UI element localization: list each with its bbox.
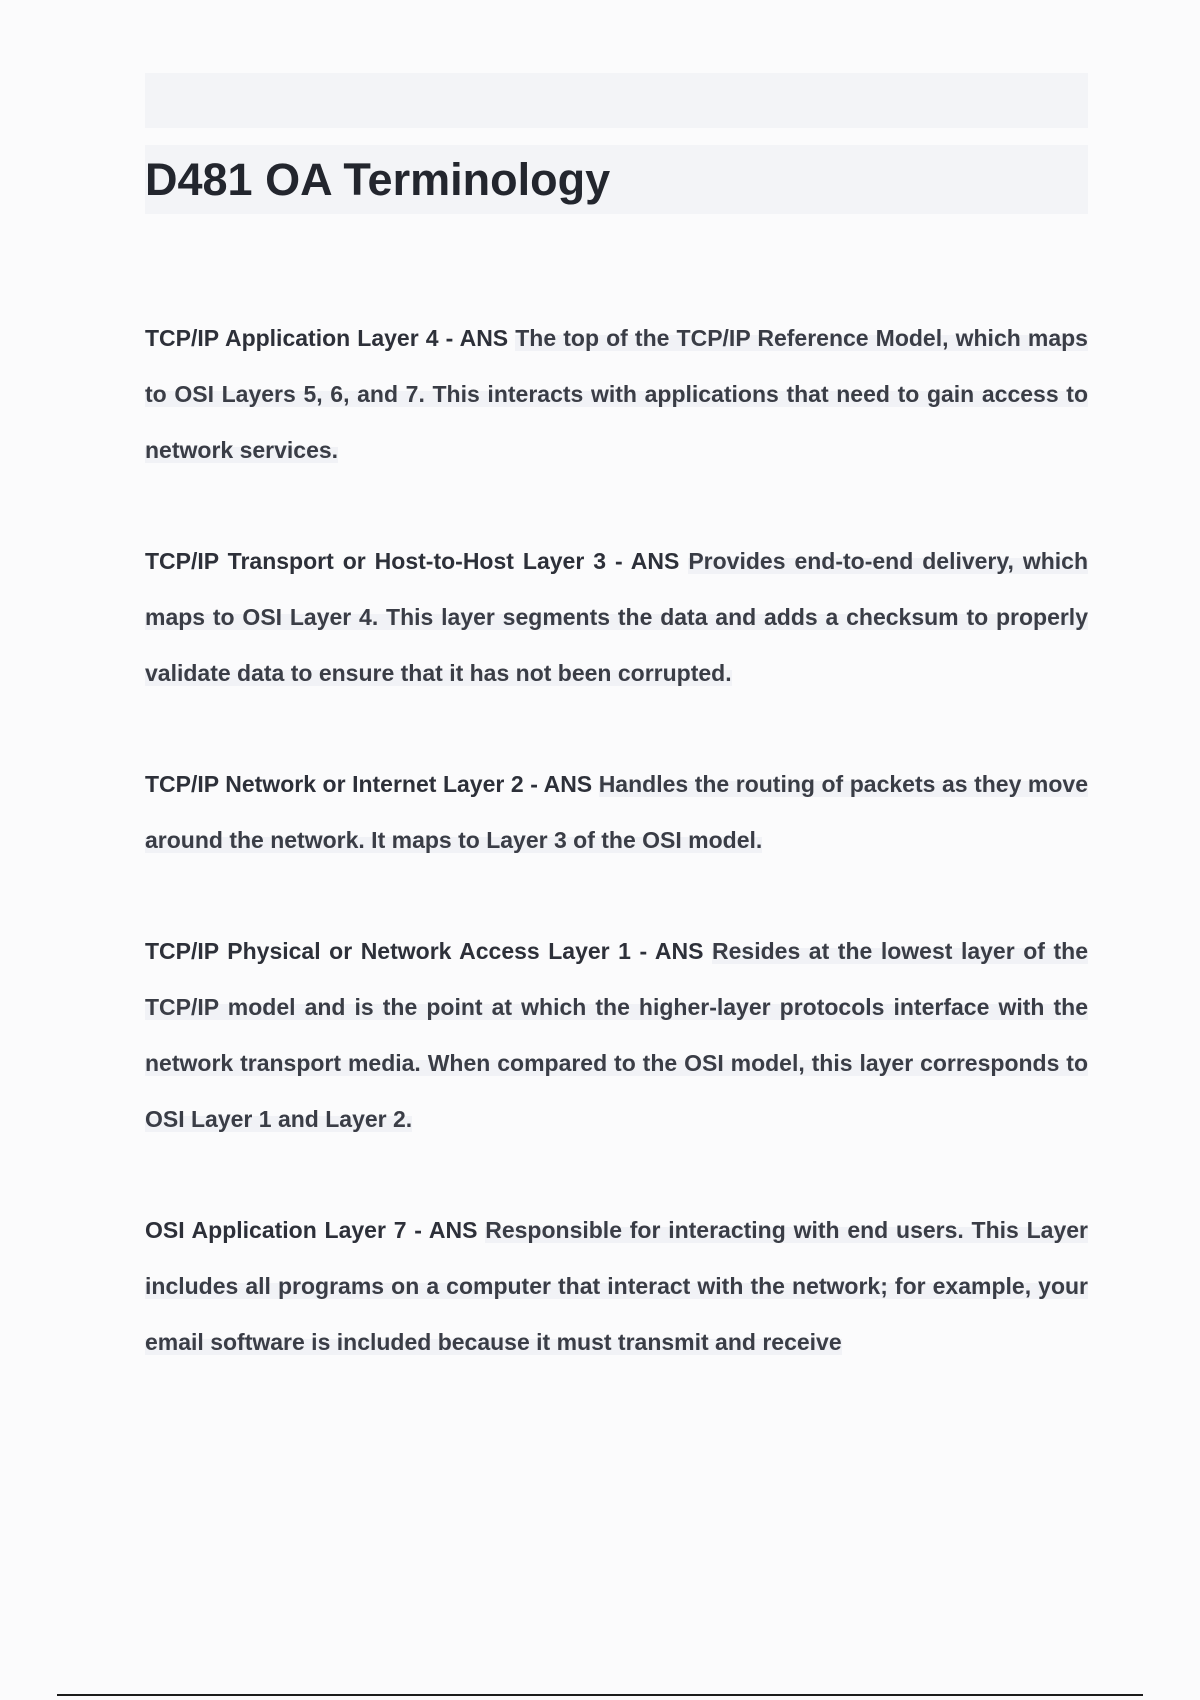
header-band bbox=[145, 73, 1088, 128]
answer-separator: - ANS bbox=[438, 325, 516, 351]
term-entry bbox=[145, 310, 1088, 478]
answer-separator: - ANS bbox=[606, 548, 689, 574]
terminology-list bbox=[145, 310, 1088, 1425]
term-definition: The top of the TCP/IP Reference Model, which maps to OSI Layers 5, 6, and 7. This interacts with applications that need to gain access to network services. bbox=[145, 325, 1088, 463]
term-name: TCP/IP Network or Internet Layer 2 bbox=[145, 771, 524, 797]
term-name: TCP/IP Physical or Network Access Layer 1 bbox=[145, 938, 631, 964]
term-name: TCP/IP Transport or Host-to-Host Layer 3 bbox=[145, 548, 607, 574]
answer-separator: - ANS bbox=[630, 938, 713, 964]
term-entry bbox=[145, 533, 1088, 701]
term-entry bbox=[145, 923, 1088, 1147]
term-entry bbox=[145, 1202, 1088, 1370]
page-bottom-rule bbox=[57, 1694, 1143, 1696]
term-definition: Resides at the lowest layer of the TCP/IP model and is the point at which the higher-layer protocols interface with the network transport media. When compared to the OSI model, this layer corresponds to OSI Layer 1 and Layer 2. bbox=[145, 938, 1088, 1132]
term-name: OSI Application Layer 7 bbox=[145, 1217, 407, 1243]
term-definition: Responsible for interacting with end users. This Layer includes all programs on a computer that interact with the network; for example, your email software is included because it must transmit and receive bbox=[145, 1217, 1088, 1355]
answer-separator: - ANS bbox=[406, 1217, 486, 1243]
term-definition: Handles the routing of packets as they move around the network. It maps to Layer 3 of the OSI model. bbox=[145, 771, 1089, 853]
answer-separator: - ANS bbox=[523, 771, 599, 797]
page-title: D481 OA Terminology bbox=[145, 154, 611, 205]
term-definition: Provides end-to-end delivery, which maps to OSI Layer 4. This layer segments the data and adds a checksum to properly validate data to ensure that it has not been corrupted. bbox=[145, 548, 1088, 686]
term-entry bbox=[145, 756, 1088, 868]
term-name: TCP/IP Application Layer 4 bbox=[145, 325, 439, 351]
